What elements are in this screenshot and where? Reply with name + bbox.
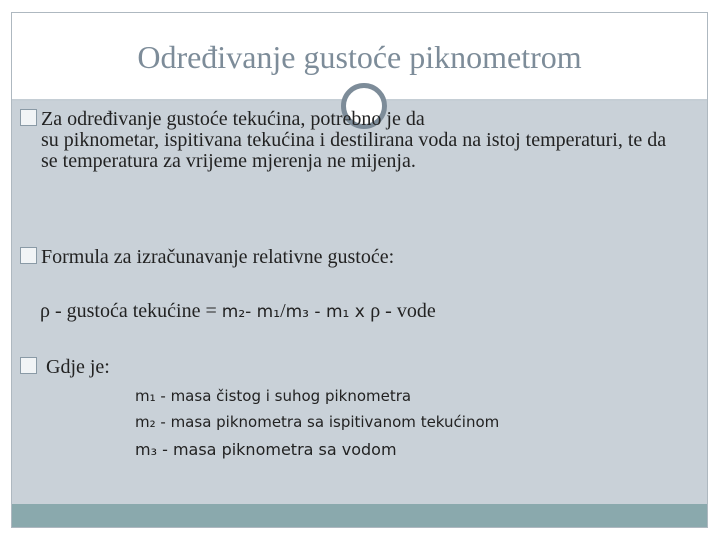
bullet-item-1 bbox=[20, 109, 670, 172]
definition-m1: m₁ - masa čistog i suhog piknometra bbox=[135, 387, 412, 405]
formula-numerator: m₂- m₁ bbox=[221, 302, 281, 322]
bullet-text: Formula za izračunavanje relativne gustoće: bbox=[41, 246, 395, 268]
formula-slash: / bbox=[280, 300, 286, 322]
footer-band bbox=[12, 504, 707, 527]
checkbox-bullet-icon bbox=[20, 247, 37, 264]
formula-denominator: m₃ - m₁ x bbox=[285, 302, 371, 322]
bullet-item-3 bbox=[20, 357, 110, 378]
slide-title: Određivanje gustoće piknometrom bbox=[137, 39, 582, 75]
formula-water-density: ρ - vode bbox=[370, 300, 436, 322]
bullet-text: Gdje je: bbox=[46, 356, 110, 378]
density-formula bbox=[40, 300, 436, 323]
formula-lhs: ρ - gustoća tekućine = bbox=[40, 300, 222, 322]
bullet-text: Za određivanje gustoće tekućina, potrebno je da bbox=[41, 108, 425, 130]
bullet-item-2 bbox=[20, 247, 670, 268]
checkbox-bullet-icon bbox=[20, 357, 37, 374]
definition-m2: m₂ - masa piknometra sa ispitivanom tekućinom bbox=[135, 413, 500, 431]
bullet-text-continued: su piknometar, ispitivana tekućina i destilirana voda na istoj temperaturi, te da se temperatura za vrijeme mjerenja ne mijenja. bbox=[41, 129, 667, 172]
checkbox-bullet-icon bbox=[20, 109, 37, 126]
definition-m3: m₃ - masa piknometra sa vodom bbox=[135, 440, 397, 459]
